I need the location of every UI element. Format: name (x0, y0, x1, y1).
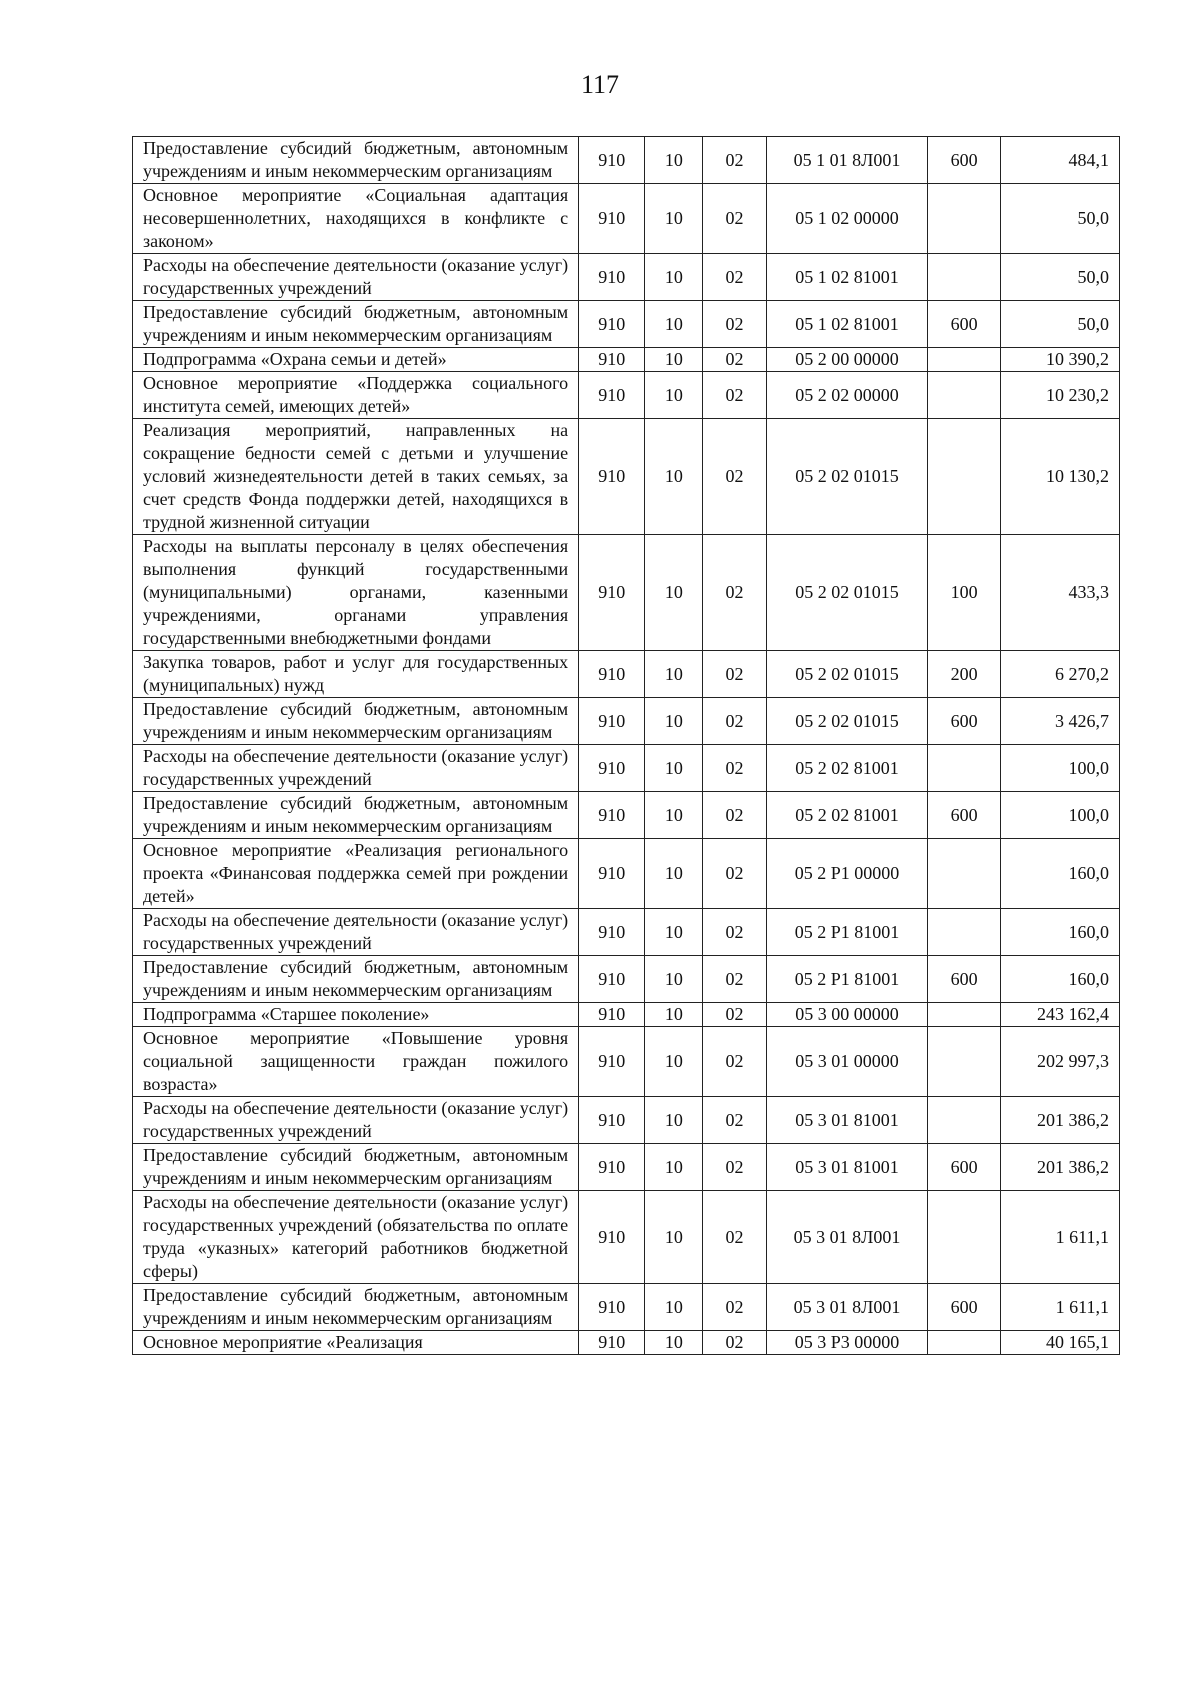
admin-code-cell: 910 (579, 1027, 645, 1097)
expense-type-cell (928, 1097, 1000, 1144)
expense-type-cell (928, 745, 1000, 792)
row-name-cell: Предоставление субсидий бюджетным, автономным учреждениям и иным некоммерческим организациям (133, 301, 579, 348)
expense-type-cell: 600 (928, 301, 1000, 348)
section-code-cell: 10 (645, 184, 703, 254)
target-article-cell: 05 2 02 01015 (766, 651, 928, 698)
admin-code-cell: 910 (579, 419, 645, 535)
expense-type-cell: 600 (928, 1284, 1000, 1331)
row-name-cell: Предоставление субсидий бюджетным, автономным учреждениям и иным некоммерческим организациям (133, 1144, 579, 1191)
admin-code-cell: 910 (579, 792, 645, 839)
target-article-cell: 05 3 01 81001 (766, 1144, 928, 1191)
expense-type-cell (928, 839, 1000, 909)
subsection-code-cell: 02 (703, 909, 766, 956)
amount-cell: 3 426,7 (1000, 698, 1119, 745)
admin-code-cell: 910 (579, 1284, 645, 1331)
row-name-cell: Основное мероприятие «Социальная адаптация несовершеннолетних, находящихся в конфликте с законом» (133, 184, 579, 254)
subsection-code-cell: 02 (703, 419, 766, 535)
row-name-cell: Расходы на обеспечение деятельности (оказание услуг) государственных учреждений (обязательства по оплате труда «указных» категорий работников бюджетной сферы) (133, 1191, 579, 1284)
row-name-cell: Расходы на обеспечение деятельности (оказание услуг) государственных учреждений (133, 1097, 579, 1144)
table-row (133, 1331, 1120, 1355)
subsection-code-cell: 02 (703, 535, 766, 651)
admin-code-cell: 910 (579, 535, 645, 651)
target-article-cell: 05 1 02 81001 (766, 254, 928, 301)
target-article-cell: 05 1 02 81001 (766, 301, 928, 348)
section-code-cell: 10 (645, 1003, 703, 1027)
amount-cell: 10 230,2 (1000, 372, 1119, 419)
table-row (133, 1191, 1120, 1284)
expense-type-cell: 600 (928, 1144, 1000, 1191)
target-article-cell: 05 3 Р3 00000 (766, 1331, 928, 1355)
admin-code-cell: 910 (579, 909, 645, 956)
row-name-cell: Подпрограмма «Старшее поколение» (133, 1003, 579, 1027)
row-name-cell: Основное мероприятие «Реализация регионального проекта «Финансовая поддержка семей при рождении детей» (133, 839, 579, 909)
admin-code-cell: 910 (579, 745, 645, 792)
table-row (133, 1003, 1120, 1027)
expense-type-cell (928, 1191, 1000, 1284)
subsection-code-cell: 02 (703, 137, 766, 184)
target-article-cell: 05 2 02 01015 (766, 535, 928, 651)
expense-type-cell (928, 1331, 1000, 1355)
table-row (133, 956, 1120, 1003)
subsection-code-cell: 02 (703, 792, 766, 839)
expense-type-cell (928, 348, 1000, 372)
subsection-code-cell: 02 (703, 698, 766, 745)
row-name-cell: Расходы на обеспечение деятельности (оказание услуг) государственных учреждений (133, 745, 579, 792)
amount-cell: 243 162,4 (1000, 1003, 1119, 1027)
expense-type-cell (928, 1003, 1000, 1027)
subsection-code-cell: 02 (703, 1144, 766, 1191)
section-code-cell: 10 (645, 372, 703, 419)
amount-cell: 1 611,1 (1000, 1284, 1119, 1331)
subsection-code-cell: 02 (703, 301, 766, 348)
section-code-cell: 10 (645, 1284, 703, 1331)
admin-code-cell: 910 (579, 372, 645, 419)
amount-cell: 433,3 (1000, 535, 1119, 651)
target-article-cell: 05 3 01 8Л001 (766, 1284, 928, 1331)
amount-cell: 50,0 (1000, 254, 1119, 301)
admin-code-cell: 910 (579, 1144, 645, 1191)
row-name-cell: Предоставление субсидий бюджетным, автономным учреждениям и иным некоммерческим организациям (133, 698, 579, 745)
amount-cell: 10 130,2 (1000, 419, 1119, 535)
amount-cell: 201 386,2 (1000, 1097, 1119, 1144)
subsection-code-cell: 02 (703, 1003, 766, 1027)
expense-type-cell: 600 (928, 137, 1000, 184)
subsection-code-cell: 02 (703, 651, 766, 698)
amount-cell: 100,0 (1000, 792, 1119, 839)
table-row (133, 348, 1120, 372)
section-code-cell: 10 (645, 535, 703, 651)
table-row (133, 254, 1120, 301)
table-row (133, 1284, 1120, 1331)
target-article-cell: 05 1 01 8Л001 (766, 137, 928, 184)
admin-code-cell: 910 (579, 1191, 645, 1284)
row-name-cell: Предоставление субсидий бюджетным, автономным учреждениям и иным некоммерческим организациям (133, 1284, 579, 1331)
target-article-cell: 05 3 01 00000 (766, 1027, 928, 1097)
row-name-cell: Подпрограмма «Охрана семьи и детей» (133, 348, 579, 372)
target-article-cell: 05 2 02 00000 (766, 372, 928, 419)
amount-cell: 202 997,3 (1000, 1027, 1119, 1097)
section-code-cell: 10 (645, 254, 703, 301)
table-row (133, 419, 1120, 535)
section-code-cell: 10 (645, 909, 703, 956)
admin-code-cell: 910 (579, 1097, 645, 1144)
amount-cell: 100,0 (1000, 745, 1119, 792)
amount-cell: 160,0 (1000, 839, 1119, 909)
row-name-cell: Основное мероприятие «Повышение уровня социальной защищенности граждан пожилого возраста» (133, 1027, 579, 1097)
target-article-cell: 05 2 02 01015 (766, 698, 928, 745)
subsection-code-cell: 02 (703, 839, 766, 909)
section-code-cell: 10 (645, 792, 703, 839)
row-name-cell: Закупка товаров, работ и услуг для государственных (муниципальных) нужд (133, 651, 579, 698)
target-article-cell: 05 2 00 00000 (766, 348, 928, 372)
row-name-cell: Реализация мероприятий, направленных на сокращение бедности семей с детьми и улучшение условий жизнедеятельности детей в таких семьях, за счет средств Фонда поддержки детей, находящихся в трудной жизненной ситуации (133, 419, 579, 535)
amount-cell: 201 386,2 (1000, 1144, 1119, 1191)
row-name-cell: Расходы на выплаты персоналу в целях обеспечения выполнения функций государственными (муниципальными) органами, казенными учреждениями, органами управления государственными внебюджетными фондами (133, 535, 579, 651)
row-name-cell: Предоставление субсидий бюджетным, автономным учреждениям и иным некоммерческим организациям (133, 956, 579, 1003)
table-row (133, 792, 1120, 839)
expense-type-cell (928, 1027, 1000, 1097)
amount-cell: 40 165,1 (1000, 1331, 1119, 1355)
table-row (133, 745, 1120, 792)
expense-type-cell (928, 184, 1000, 254)
table-row (133, 301, 1120, 348)
subsection-code-cell: 02 (703, 956, 766, 1003)
subsection-code-cell: 02 (703, 1027, 766, 1097)
section-code-cell: 10 (645, 745, 703, 792)
table-row (133, 1027, 1120, 1097)
admin-code-cell: 910 (579, 1003, 645, 1027)
amount-cell: 160,0 (1000, 909, 1119, 956)
admin-code-cell: 910 (579, 651, 645, 698)
row-name-cell: Предоставление субсидий бюджетным, автономным учреждениям и иным некоммерческим организациям (133, 137, 579, 184)
row-name-cell: Основное мероприятие «Реализация (133, 1331, 579, 1355)
section-code-cell: 10 (645, 419, 703, 535)
subsection-code-cell: 02 (703, 1097, 766, 1144)
admin-code-cell: 910 (579, 698, 645, 745)
target-article-cell: 05 2 02 01015 (766, 419, 928, 535)
section-code-cell: 10 (645, 1097, 703, 1144)
subsection-code-cell: 02 (703, 184, 766, 254)
amount-cell: 1 611,1 (1000, 1191, 1119, 1284)
section-code-cell: 10 (645, 1331, 703, 1355)
table-row (133, 839, 1120, 909)
section-code-cell: 10 (645, 1027, 703, 1097)
budget-table-body (133, 137, 1120, 1355)
expense-type-cell: 200 (928, 651, 1000, 698)
subsection-code-cell: 02 (703, 1331, 766, 1355)
expense-type-cell (928, 372, 1000, 419)
row-name-cell: Предоставление субсидий бюджетным, автономным учреждениям и иным некоммерческим организациям (133, 792, 579, 839)
expense-type-cell (928, 419, 1000, 535)
admin-code-cell: 910 (579, 839, 645, 909)
admin-code-cell: 910 (579, 301, 645, 348)
amount-cell: 50,0 (1000, 184, 1119, 254)
section-code-cell: 10 (645, 301, 703, 348)
page-number: 117 (580, 70, 620, 99)
admin-code-cell: 910 (579, 184, 645, 254)
target-article-cell: 05 1 02 00000 (766, 184, 928, 254)
admin-code-cell: 910 (579, 137, 645, 184)
table-row (133, 184, 1120, 254)
subsection-code-cell: 02 (703, 1191, 766, 1284)
expense-type-cell: 600 (928, 698, 1000, 745)
subsection-code-cell: 02 (703, 372, 766, 419)
target-article-cell: 05 3 00 00000 (766, 1003, 928, 1027)
target-article-cell: 05 3 01 81001 (766, 1097, 928, 1144)
amount-cell: 6 270,2 (1000, 651, 1119, 698)
target-article-cell: 05 2 02 81001 (766, 792, 928, 839)
admin-code-cell: 910 (579, 348, 645, 372)
subsection-code-cell: 02 (703, 254, 766, 301)
row-name-cell: Расходы на обеспечение деятельности (оказание услуг) государственных учреждений (133, 909, 579, 956)
section-code-cell: 10 (645, 698, 703, 745)
expense-type-cell: 600 (928, 792, 1000, 839)
table-row (133, 535, 1120, 651)
admin-code-cell: 910 (579, 1331, 645, 1355)
budget-table (132, 136, 1120, 1355)
table-row (133, 137, 1120, 184)
table-row (133, 372, 1120, 419)
section-code-cell: 10 (645, 651, 703, 698)
table-row (133, 651, 1120, 698)
section-code-cell: 10 (645, 1144, 703, 1191)
section-code-cell: 10 (645, 839, 703, 909)
amount-cell: 484,1 (1000, 137, 1119, 184)
subsection-code-cell: 02 (703, 745, 766, 792)
table-row (133, 909, 1120, 956)
admin-code-cell: 910 (579, 254, 645, 301)
amount-cell: 10 390,2 (1000, 348, 1119, 372)
table-row (133, 1097, 1120, 1144)
subsection-code-cell: 02 (703, 348, 766, 372)
section-code-cell: 10 (645, 137, 703, 184)
target-article-cell: 05 2 Р1 00000 (766, 839, 928, 909)
section-code-cell: 10 (645, 956, 703, 1003)
target-article-cell: 05 2 Р1 81001 (766, 956, 928, 1003)
section-code-cell: 10 (645, 1191, 703, 1284)
table-row (133, 698, 1120, 745)
expense-type-cell (928, 254, 1000, 301)
row-name-cell: Расходы на обеспечение деятельности (оказание услуг) государственных учреждений (133, 254, 579, 301)
row-name-cell: Основное мероприятие «Поддержка социального института семей, имеющих детей» (133, 372, 579, 419)
section-code-cell: 10 (645, 348, 703, 372)
target-article-cell: 05 2 Р1 81001 (766, 909, 928, 956)
amount-cell: 50,0 (1000, 301, 1119, 348)
expense-type-cell: 100 (928, 535, 1000, 651)
target-article-cell: 05 3 01 8Л001 (766, 1191, 928, 1284)
admin-code-cell: 910 (579, 956, 645, 1003)
expense-type-cell: 600 (928, 956, 1000, 1003)
subsection-code-cell: 02 (703, 1284, 766, 1331)
expense-type-cell (928, 909, 1000, 956)
amount-cell: 160,0 (1000, 956, 1119, 1003)
target-article-cell: 05 2 02 81001 (766, 745, 928, 792)
table-row (133, 1144, 1120, 1191)
